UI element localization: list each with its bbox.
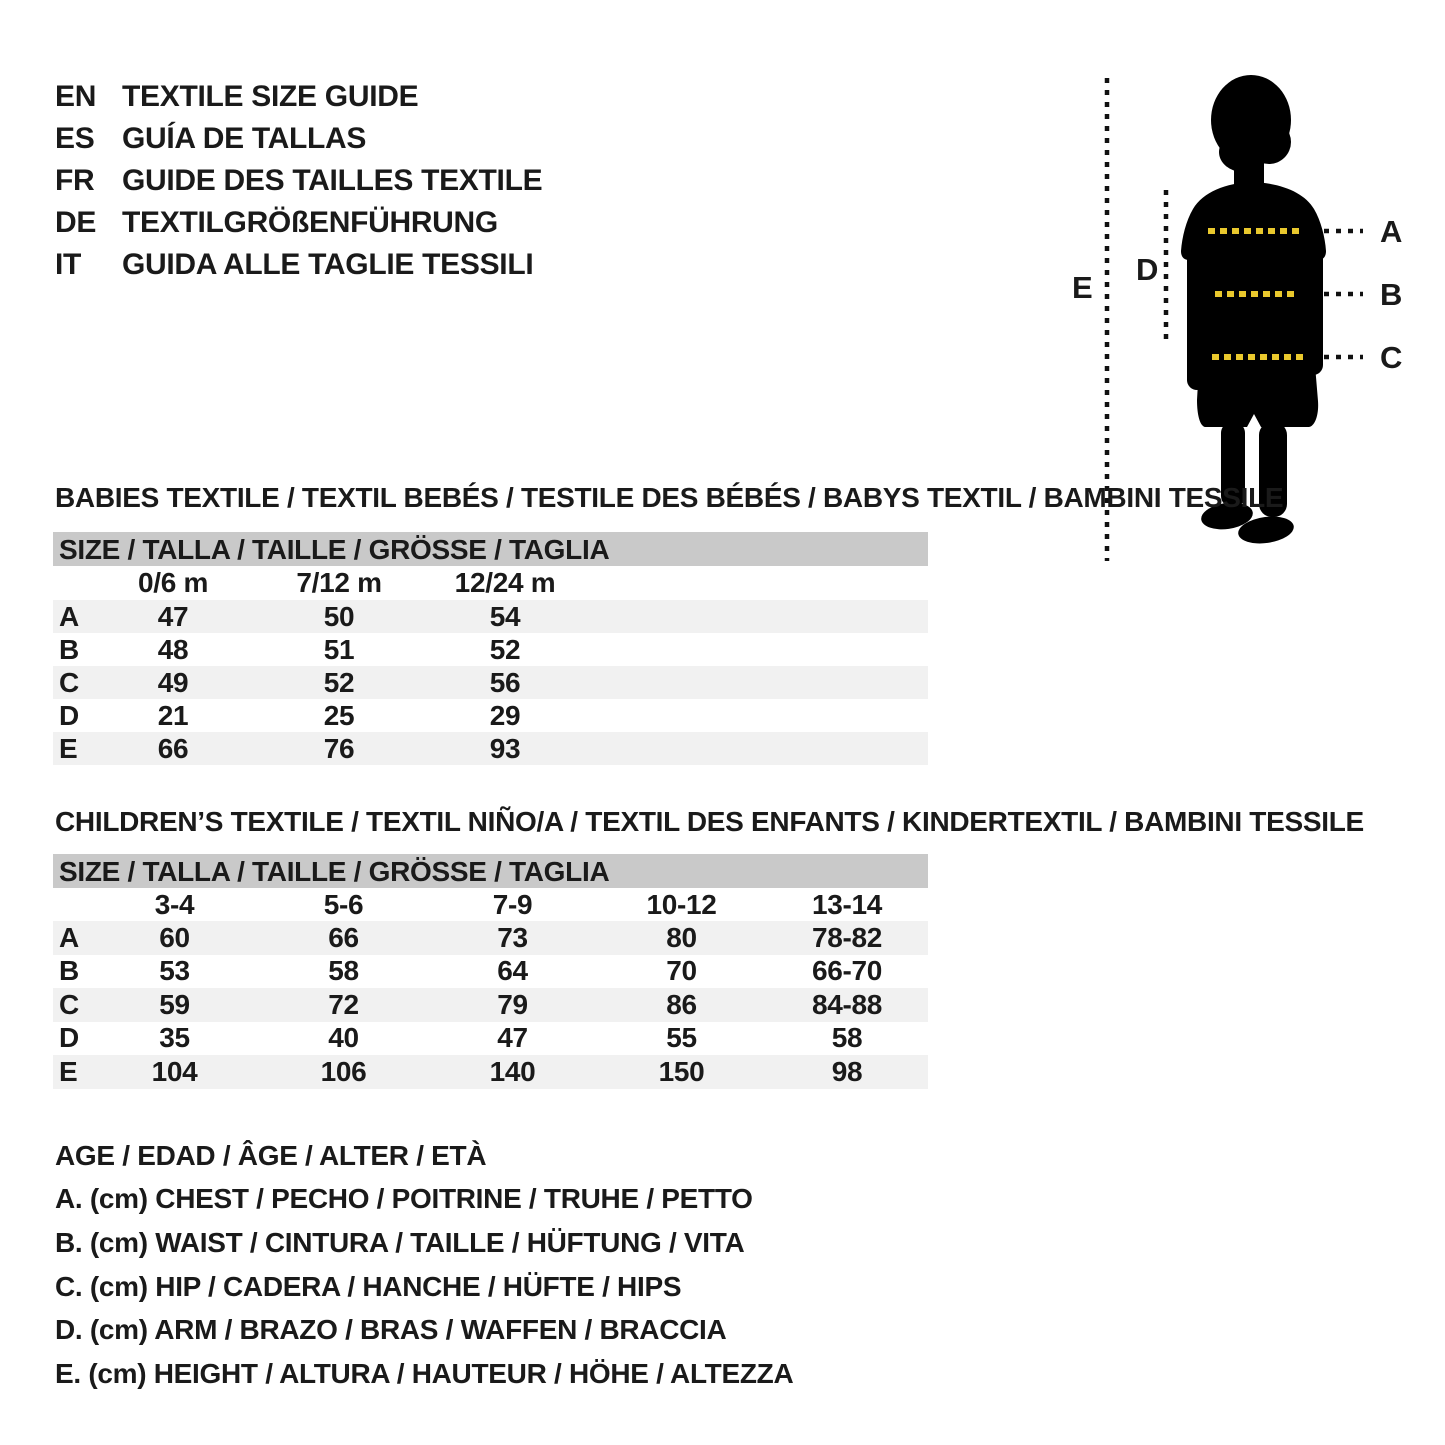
table-cell: 66	[157, 732, 189, 764]
table-cell: 51	[323, 633, 355, 665]
table-cell: 60	[159, 921, 190, 953]
table-cell: 56	[489, 666, 521, 698]
table-cell: 48	[157, 633, 189, 665]
table-cell: 150	[658, 1055, 705, 1087]
table-cell: 54	[489, 600, 521, 632]
babies-section-title: BABIES TEXTILE / TEXTIL BEBÉS / TESTILE DES BÉBÉS / BABYS TEXTIL / BAMBINI TESSILE	[55, 482, 1284, 513]
table-row	[53, 955, 928, 989]
table-cell: 49	[157, 666, 189, 698]
silhouette-right-arm	[1303, 245, 1323, 375]
language-code: IT	[55, 248, 82, 281]
table-cell: 70	[666, 955, 697, 987]
row-label: B	[59, 633, 79, 665]
table-cell: 52	[323, 666, 355, 698]
legend-waist: B. (cm) WAIST / CINTURA / TAILLE / HÜFTUNG / VITA	[55, 1226, 745, 1258]
silhouette-shorts	[1197, 365, 1318, 427]
row-label: B	[59, 955, 79, 987]
language-code: ES	[55, 122, 95, 155]
table-cell: 98	[831, 1055, 863, 1087]
table-row	[53, 732, 928, 765]
guide-title-fr: GUIDE DES TAILLES TEXTILE	[122, 164, 543, 197]
row-label: D	[59, 1022, 79, 1054]
column-header: 10-12	[646, 888, 717, 920]
column-header: 7/12 m	[296, 567, 382, 598]
table-cell: 80	[666, 921, 697, 953]
children-column-header-row	[53, 888, 928, 921]
legend-chest: A. (cm) CHEST / PECHO / POITRINE / TRUHE / PETTO	[55, 1183, 753, 1215]
legend-arm: D. (cm) ARM / BRAZO / BRAS / WAFFEN / BRACCIA	[55, 1314, 727, 1346]
babies-size-table	[53, 532, 928, 765]
language-row-en	[55, 76, 542, 118]
table-row	[53, 699, 928, 732]
table-cell: 47	[157, 600, 189, 632]
measurement-legend	[55, 1134, 793, 1396]
table-cell: 52	[489, 633, 521, 665]
column-header: 7-9	[492, 888, 533, 920]
table-cell: 47	[497, 1022, 528, 1054]
column-header: 5-6	[323, 888, 364, 920]
label-height-E: E	[1072, 270, 1093, 305]
table-cell: 55	[666, 1022, 697, 1054]
table-cell: 66	[328, 921, 359, 953]
table-cell: 76	[323, 732, 355, 764]
table-cell: 53	[159, 955, 190, 987]
language-code: DE	[55, 206, 97, 239]
table-row	[53, 988, 928, 1022]
table-cell: 106	[320, 1055, 367, 1087]
table-cell: 35	[159, 1022, 190, 1054]
table-cell: 21	[157, 699, 189, 731]
table-cell: 58	[328, 955, 359, 987]
table-cell: 50	[323, 600, 355, 632]
table-cell: 93	[489, 732, 521, 764]
column-header: 3-4	[154, 888, 195, 920]
row-label: E	[59, 1055, 78, 1087]
legend-age: AGE / EDAD / ÂGE / ALTER / ETÀ	[55, 1139, 487, 1171]
table-cell: 73	[497, 921, 528, 953]
table-row	[53, 600, 928, 633]
table-cell: 72	[328, 988, 359, 1020]
table-cell: 59	[159, 988, 190, 1020]
table-cell: 79	[497, 988, 528, 1020]
guide-title-de: TEXTILGRÖßENFÜHRUNG	[122, 206, 498, 239]
table-cell: 58	[831, 1022, 863, 1054]
table-cell: 66-70	[811, 955, 883, 987]
column-header: 12/24 m	[454, 567, 556, 598]
guide-title-it: GUIDA ALLE TAGLIE TESSILI	[122, 248, 534, 281]
language-code: FR	[55, 164, 95, 197]
children-section-title: CHILDREN’S TEXTILE / TEXTIL NIÑO/A / TEXTIL DES ENFANTS / KINDERTEXTIL / BAMBINI TESSILE	[55, 806, 1364, 837]
table-row	[53, 666, 928, 699]
legend-height: E. (cm) HEIGHT / ALTURA / HAUTEUR / HÖHE / ALTEZZA	[55, 1357, 794, 1389]
guide-title-es: GUÍA DE TALLAS	[122, 122, 367, 155]
children-size-table	[53, 854, 928, 1089]
column-header: 0/6 m	[137, 567, 209, 598]
legend-hip: C. (cm) HIP / CADERA / HANCHE / HÜFTE / HIPS	[55, 1270, 682, 1302]
row-label: C	[59, 988, 79, 1020]
table-cell: 29	[489, 699, 521, 731]
row-label: A	[59, 600, 79, 632]
babies-column-header-row	[53, 566, 928, 600]
label-chest-A: A	[1380, 214, 1403, 249]
language-title-list	[55, 76, 542, 286]
table-cell: 84-88	[811, 988, 883, 1020]
language-row-it	[55, 244, 542, 286]
table-cell: 140	[489, 1055, 536, 1087]
table-row	[53, 1055, 928, 1089]
row-label: E	[59, 732, 78, 764]
row-label: C	[59, 666, 79, 698]
measurement-figure	[1050, 60, 1445, 600]
label-arm-D: D	[1136, 252, 1159, 287]
table-cell: 25	[323, 699, 355, 731]
babies-size-header-bar: SIZE / TALLA / TAILLE / GRÖSSE / TAGLIA	[53, 532, 928, 566]
language-code: EN	[55, 80, 97, 113]
table-cell: 86	[666, 988, 697, 1020]
table-row	[53, 921, 928, 955]
language-row-de	[55, 202, 542, 244]
row-label: A	[59, 921, 79, 953]
table-row	[53, 1022, 928, 1056]
table-cell: 40	[328, 1022, 359, 1054]
guide-title-en: TEXTILE SIZE GUIDE	[122, 80, 419, 113]
row-label: D	[59, 699, 79, 731]
language-row-fr	[55, 160, 542, 202]
children-size-header-bar: SIZE / TALLA / TAILLE / GRÖSSE / TAGLIA	[53, 854, 928, 888]
table-cell: 78-82	[811, 921, 883, 953]
label-hip-C: C	[1380, 340, 1403, 375]
language-row-es	[55, 118, 542, 160]
table-cell: 64	[497, 955, 528, 987]
table-cell: 104	[151, 1055, 198, 1087]
label-waist-B: B	[1380, 277, 1403, 312]
column-header: 13-14	[811, 888, 883, 920]
table-row	[53, 633, 928, 666]
child-silhouette	[1181, 75, 1326, 547]
